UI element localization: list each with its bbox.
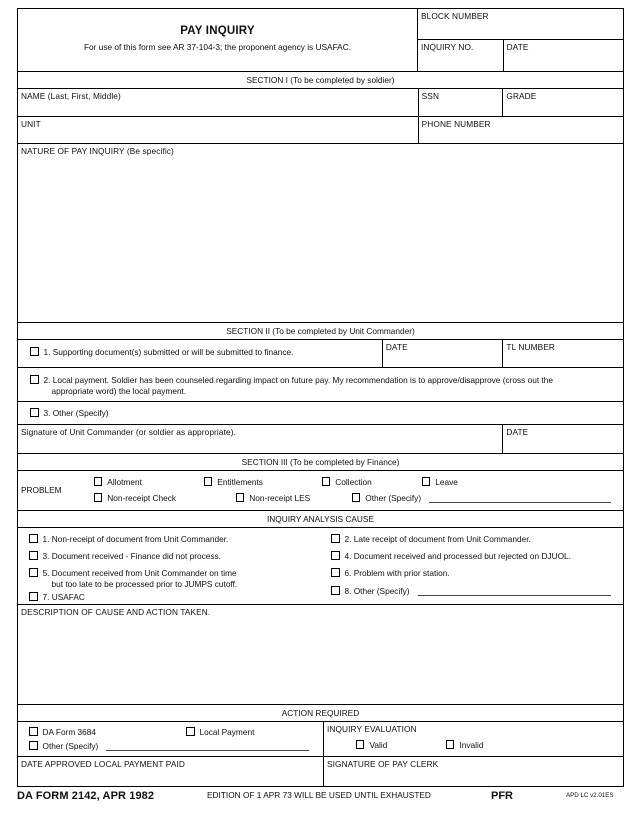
checkbox-section2-other[interactable] (30, 408, 39, 417)
evaluation-invalid-label: Invalid (459, 740, 484, 750)
evaluation-invalid[interactable] (446, 740, 483, 751)
action-other[interactable] (29, 741, 315, 753)
checkbox-supporting-documents[interactable] (30, 347, 39, 356)
grade-field[interactable] (502, 89, 623, 116)
tl-number-field[interactable] (502, 340, 623, 367)
problem-row (18, 471, 623, 511)
evaluation-valid-label: Valid (369, 740, 388, 750)
section2-item3-label: 3. Other (Specify) (43, 408, 109, 418)
header-right-block (417, 9, 623, 71)
checkbox-cause-7[interactable] (29, 592, 38, 601)
problem-other-label: Other (Specify) (365, 493, 422, 503)
checkbox-cause-4[interactable] (331, 551, 340, 560)
section2-item1-label: 1. Supporting document(s) submitted or will be submitted to finance. (43, 347, 294, 357)
checkbox-valid[interactable] (356, 740, 365, 749)
problem-non-receipt-check-label: Non-receipt Check (107, 493, 177, 503)
problem-entitlements-label: Entitlements (217, 477, 263, 487)
section2-item2[interactable] (18, 368, 623, 402)
apd-version: APD LC v2.01ES (566, 792, 614, 799)
checkbox-cause-8[interactable] (331, 586, 340, 595)
problem-other[interactable] (352, 493, 617, 505)
problem-options (80, 471, 623, 510)
commander-signature-date-label: DATE (506, 427, 529, 437)
section2-item2-line2: appropriate word) the local payment. (51, 385, 187, 396)
action-left (18, 722, 323, 756)
section2-date-label: DATE (385, 342, 408, 352)
pay-clerk-signature-label: SIGNATURE OF PAY CLERK (326, 759, 439, 769)
name-row (18, 89, 623, 117)
block-number-label: BLOCK NUMBER (421, 11, 489, 21)
checkbox-da-form-3684[interactable] (29, 727, 38, 736)
description-field[interactable] (18, 605, 623, 705)
header-date-field[interactable] (503, 40, 623, 71)
problem-label: PROBLEM (21, 485, 62, 495)
cause-item-2-label: 2. Late receipt of document from Unit Commander. (344, 534, 531, 544)
cause-item-5-label-line2: but too late to be processed prior to JUMPS cutoff. (51, 578, 238, 589)
final-row (18, 757, 623, 786)
cause-options (18, 528, 623, 605)
ssn-field[interactable] (418, 89, 503, 116)
cause-item-2[interactable] (331, 534, 531, 545)
checkbox-non-receipt-les[interactable] (236, 493, 245, 502)
grade-label: GRADE (506, 91, 537, 101)
cause-item-6[interactable] (331, 568, 450, 579)
header-row (18, 9, 623, 71)
header-date-label: DATE (506, 42, 529, 52)
inquiry-evaluation-label: INQUIRY EVALUATION (326, 724, 417, 734)
action-required-bar: ACTION REQUIRED (18, 705, 623, 722)
inquiry-no-label: INQUIRY NO. (421, 42, 474, 52)
nature-of-inquiry-label: NATURE OF PAY INQUIRY (Be specific) (21, 146, 174, 156)
page-subtitle: For use of this form see AR 37-104-3; the proponent agency is USAFAC. (83, 42, 352, 52)
checkbox-allotment[interactable] (94, 477, 103, 486)
page-title: PAY INQUIRY (180, 25, 255, 37)
problem-allotment-label: Allotment (107, 477, 142, 487)
form-edition-note: EDITION OF 1 APR 73 WILL BE USED UNTIL EXHAUSTED (207, 790, 431, 800)
section-3-bar: SECTION III (To be completed by Finance) (18, 454, 623, 471)
date-approved-label: DATE APPROVED LOCAL PAYMENT PAID (21, 759, 185, 769)
section2-item1-row (18, 340, 623, 368)
unit-row (18, 117, 623, 144)
action-local-payment-label: Local Payment (199, 727, 255, 737)
cause-item-6-label: 6. Problem with prior station. (344, 568, 450, 578)
section2-item3[interactable] (18, 402, 623, 425)
checkbox-cause-5[interactable] (29, 568, 38, 577)
action-other-label: Other (Specify) (42, 741, 99, 751)
checkbox-non-receipt-check[interactable] (94, 493, 103, 502)
action-da-form-3684-label: DA Form 3684 (42, 727, 96, 737)
inquiry-analysis-cause-bar: INQUIRY ANALYSIS CAUSE (18, 511, 623, 528)
cause-item-8-label: 8. Other (Specify) (344, 586, 410, 596)
cause-item-1-label: 1. Non-receipt of document from Unit Commander. (42, 534, 229, 544)
action-other-input[interactable] (106, 741, 309, 751)
phone-field[interactable] (418, 117, 623, 143)
tl-number-label: TL NUMBER (506, 342, 555, 352)
cause-item-3[interactable] (29, 551, 221, 562)
problem-leave[interactable] (422, 477, 458, 488)
evaluation-valid[interactable] (356, 740, 387, 751)
title-block (18, 9, 417, 71)
checkbox-cause-6[interactable] (331, 568, 340, 577)
checkbox-cause-2[interactable] (331, 534, 340, 543)
checkbox-cause-1[interactable] (29, 534, 38, 543)
action-local-payment[interactable] (186, 727, 254, 738)
problem-collection[interactable] (322, 477, 372, 488)
cause-item-4[interactable] (331, 551, 571, 562)
name-label: NAME (Last, First, Middle) (21, 91, 121, 101)
form-id: DA FORM 2142, APR 1982 (17, 790, 155, 802)
commander-signature-field[interactable] (18, 425, 502, 453)
phone-label: PHONE NUMBER (421, 119, 491, 129)
checkbox-problem-other[interactable] (352, 493, 361, 502)
checkbox-local-payment[interactable] (186, 727, 195, 736)
problem-entitlements[interactable] (204, 477, 263, 488)
pfr-label: PFR (491, 790, 513, 802)
cause-item-4-label: 4. Document received and processed but rejected on DJUOL. (344, 551, 571, 561)
problem-collection-label: Collection (335, 477, 372, 487)
inquiry-evaluation (323, 722, 623, 756)
problem-other-input[interactable] (429, 493, 611, 503)
cause-item-8-input[interactable] (418, 586, 611, 596)
nature-of-inquiry-field[interactable] (18, 144, 623, 323)
problem-allotment[interactable] (94, 477, 142, 488)
section2-item2-line1: 2. Local payment. Soldier has been counseled regarding impact on future pay. My recommendation is to approve/disapprove (cross out the (43, 375, 553, 385)
problem-non-receipt-check[interactable] (94, 493, 176, 504)
problem-leave-label: Leave (435, 477, 458, 487)
ssn-label: SSN (421, 91, 440, 101)
checkbox-action-other[interactable] (29, 741, 38, 750)
problem-non-receipt-les[interactable] (236, 493, 310, 504)
checkbox-local-payment-recommendation[interactable] (30, 375, 39, 384)
cause-item-5[interactable] (29, 568, 237, 589)
checkbox-entitlements[interactable] (204, 477, 213, 486)
section-2-bar: SECTION II (To be completed by Unit Commander) (18, 323, 623, 340)
checkbox-leave[interactable] (422, 477, 431, 486)
cause-item-5-label: 5. Document received from Unit Commander on time (42, 568, 237, 578)
date-approved-field[interactable] (18, 757, 323, 786)
description-label: DESCRIPTION OF CAUSE AND ACTION TAKEN. (21, 607, 211, 617)
action-row (18, 722, 623, 757)
inquiry-date-row (418, 40, 623, 71)
form-footer (17, 790, 624, 802)
checkbox-collection[interactable] (322, 477, 331, 486)
section2-date-field[interactable] (382, 340, 503, 367)
block-number-field[interactable] (418, 9, 623, 40)
da-form-2142 (17, 8, 624, 787)
cause-item-7-label: 7. USAFAC (42, 592, 85, 602)
section-1-bar: SECTION I (To be completed by soldier) (18, 71, 623, 89)
checkbox-invalid[interactable] (446, 740, 455, 749)
cause-item-8[interactable] (331, 586, 617, 598)
action-da-form-3684[interactable] (29, 727, 96, 738)
unit-field[interactable] (18, 117, 418, 143)
cause-item-7[interactable] (29, 592, 85, 603)
problem-non-receipt-les-label: Non-receipt LES (249, 493, 311, 503)
unit-label: UNIT (21, 119, 41, 129)
commander-signature-row (18, 425, 623, 454)
form-page (17, 8, 624, 802)
section2-item1[interactable] (18, 340, 382, 367)
cause-item-1[interactable] (29, 534, 228, 545)
checkbox-cause-3[interactable] (29, 551, 38, 560)
name-field[interactable] (18, 89, 418, 116)
inquiry-no-field[interactable] (418, 40, 503, 71)
commander-signature-label: Signature of Unit Commander (or soldier as appropriate). (21, 427, 236, 437)
commander-signature-date-field[interactable] (502, 425, 623, 453)
cause-item-3-label: 3. Document received - Finance did not process. (42, 551, 221, 561)
pay-clerk-signature-field[interactable] (323, 757, 623, 786)
